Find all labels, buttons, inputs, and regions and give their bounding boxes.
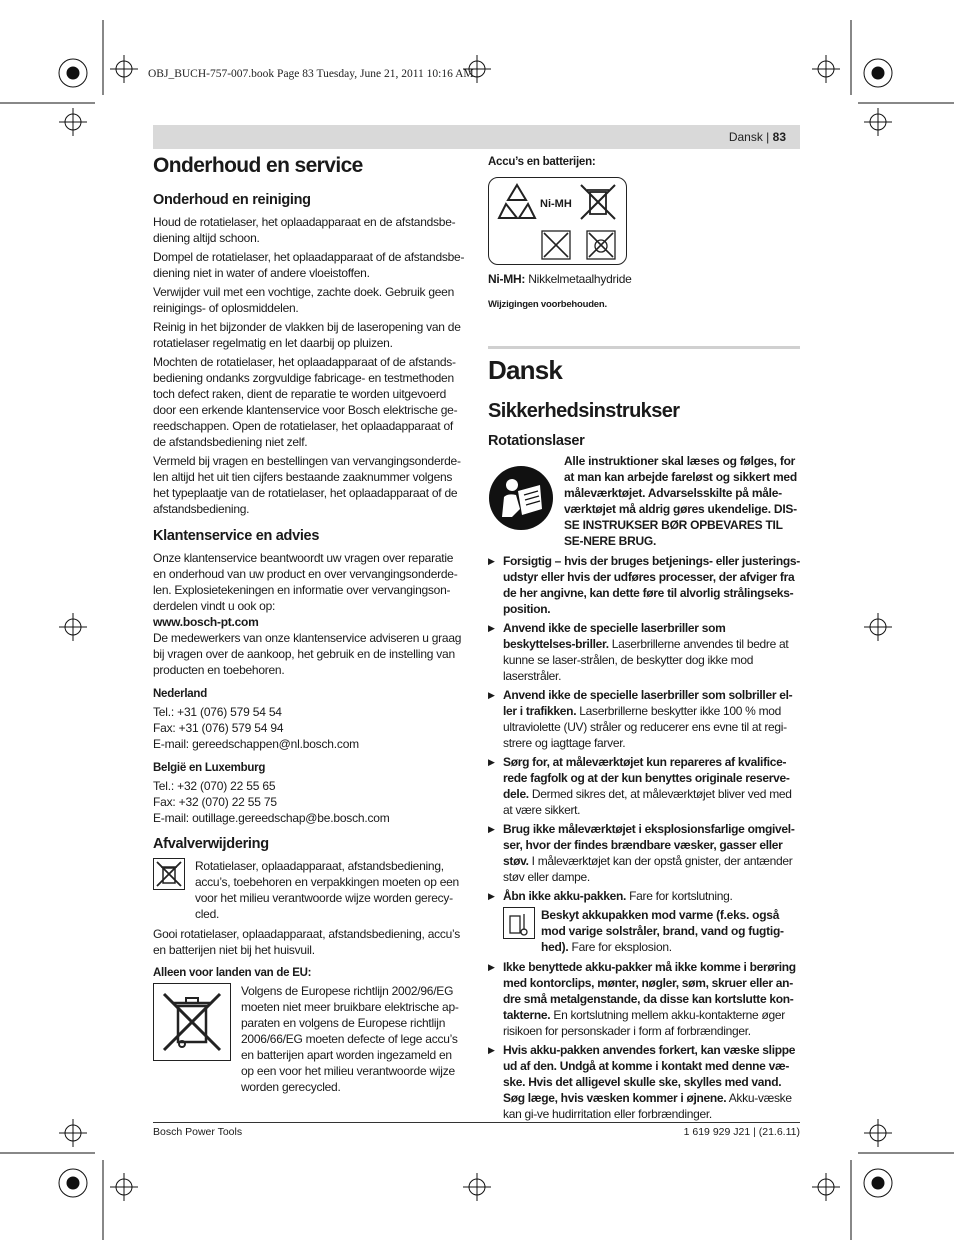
recycling-icon (497, 182, 537, 222)
arrow-icon: ▶ (488, 824, 495, 834)
no-dismantle-icon (541, 230, 571, 260)
footer-brand: Bosch Power Tools (153, 1126, 243, 1138)
recycle-note (153, 858, 466, 922)
arrow-icon: ▶ (488, 690, 495, 700)
phone-belgie: Tel.: +32 (070) 22 55 65 (153, 779, 276, 793)
page-number: 83 (772, 130, 786, 144)
safety-bullet (488, 687, 800, 751)
book-info-line: OBJ_BUCH-757-007.book Page 83 Tuesday, June 21, 2011 10:16 AM (148, 68, 474, 80)
heat-warning-normal: Fare for eksplosion. (568, 940, 672, 954)
paragraph: Onze klantenservice beantwoordt uw vragen over reparatie en onderhoud van uw product en over vervangingsonderde-len. Explosietekeningen en informatie over vervangingson-derdelen vindt u ook op: (153, 551, 458, 613)
nimh-definition-label: Ni-MH: (488, 272, 526, 286)
footer-divider (153, 1122, 800, 1123)
email-belgie: E-mail: outillage.gereedschap@be.bosch.com (153, 811, 390, 825)
bullet-text: En kortslutning mellem akku-kontakterne øger risikoen for personskader i form af forbrændinger. (503, 1008, 785, 1038)
crossed-bin-icon (577, 181, 619, 223)
paragraph: Houd de rotatielaser, het oplaadapparaat en de afstandsbe-diening altijd schoon. (153, 215, 456, 245)
no-fire-icon (586, 230, 616, 260)
heading-onderhoud-reiniging: Onderhoud en reiniging (153, 192, 311, 208)
eu-only-label: Alleen voor landen van de EU: (153, 967, 312, 979)
heat-warning-text (541, 907, 800, 955)
paragraph: Mochten de rotatielaser, het oplaadapparaat of de afstands-bediening ondanks zorgvuldige fabricage- en testmethoden toch defect raken, dient de reparatie te worden uitgevoerd door een erkende klantenservice voor Bosch elektrische ge-reedschappen. Open de rotatielaser, het oplaadapparaat of de afstandsbediening niet zelf. (153, 355, 458, 449)
bullet-text: Akku-væske kan gi-ve hudirritation eller forbrændinger. (503, 1091, 792, 1121)
nimh-definition-text: Nikkelmetaalhydride (525, 272, 632, 286)
heading-klantenservice: Klantenservice en advies (153, 528, 320, 544)
paragraph: Vermeld bij vragen en bestellingen van vervangingsonderde-len altijd het uit tien cijfers bestaande zaaknummer volgens het typeplaatje van de rotatielaser, het oplaadapparaat of de afstandsbediening. (153, 454, 461, 516)
paragraph: Reinig in het bijzonder de vlakken bij de laseropening van de rotatielaser regelmatig en let daarbij op pluizen. (153, 320, 461, 350)
safety-bullet (488, 888, 800, 904)
arrow-icon: ▶ (488, 962, 495, 972)
arrow-icon: ▶ (488, 757, 495, 767)
bullet-bold: Åbn ikke akku-pakken. (503, 889, 627, 903)
arrow-icon: ▶ (488, 891, 495, 901)
bullet-bold: Anvend ikke de specielle laserbriller som beskyttelses-briller. (503, 621, 726, 651)
page-header-bar (153, 125, 800, 149)
paragraph: De medewerkers van onze klantenservice adviseren u graag bij vragen over de aankoop, het gebruik en de instelling van producten en toebehoren. (153, 631, 462, 677)
header-language: Dansk (728, 130, 763, 144)
safety-bullet (488, 620, 800, 684)
safety-bullet (488, 553, 800, 617)
heading-rotationslaser: Rotationslaser (488, 433, 585, 449)
bullet-bold: Hvis akku-pakken anvendes forkert, kan væske slippe ud af den. Undgå at komme i kontakt med denne væ-ske. Hvis det alligevel skulle ske, skylles med vand. Søg læge, hvis væsken kommer i øjnene. (503, 1043, 796, 1105)
arrow-icon: ▶ (488, 623, 495, 633)
bullet-bold: Brug ikke måleværktøjet i eksplosionsfarlige omgivel-ser, hvor der findes brændbare væsker, gasser eller støv. (503, 822, 795, 868)
country-label-nederland: Nederland (153, 688, 207, 700)
bullet-text: Laserbrillerne anvendes til bedre at kunne se laser-strålen, de beskytter dog ikke mod laserstråler. (503, 637, 789, 683)
bullet-text: Fare for kortslutning. (626, 889, 733, 903)
safety-bullet (488, 1042, 800, 1122)
phone-nederland: Tel.: +31 (076) 579 54 54 (153, 705, 282, 719)
safety-bullet (488, 821, 800, 885)
page-header (729, 130, 786, 144)
paragraph: Dompel de rotatielaser, het oplaadapparaat of de afstandsbe-diening niet in water of andere vloeistoffen. (153, 250, 465, 280)
read-manual-warning (488, 453, 800, 549)
heading-afvalverwijdering: Afvalverwijdering (153, 836, 269, 852)
bullet-bold: Ikke benyttede akku-pakker må ikke komme i berøring med kontorclips, mønter, nøgler, søm, skruer eller an-dre små metalgenstande, da disse kan kortslutte kon-takterne. (503, 960, 796, 1022)
left-column (153, 150, 466, 1099)
arrow-icon: ▶ (488, 1045, 495, 1055)
changes-reserved: Wijzigingen voorbehouden. (488, 299, 607, 310)
country-label-belgie: België en Luxemburg (153, 762, 266, 774)
eu-directive-text: Volgens de Europese richtlijn 2002/96/EG moeten niet meer bruikbare elektrische ap-paraten en volgens de Europese richtlijn 2006/66/EG moeten defecte of lege accu’s en batterijen apart worden ingezameld en op een voor het milieu verantwoorde wijze worden gerecycled. (241, 984, 459, 1094)
right-column (488, 150, 800, 1125)
eu-directive-note (153, 983, 466, 1095)
nimh-badge: Ni-MH (540, 198, 572, 210)
batteries-label: Accu’s en batterijen: (488, 156, 596, 168)
fax-belgie: Fax: +32 (070) 22 55 75 (153, 795, 277, 809)
battery-symbols-box (488, 177, 627, 265)
read-manual-icon (488, 465, 554, 531)
bullet-text: Dermed sikres det, at måleværktøjet bliver ved med at være sikkert. (503, 787, 792, 817)
heat-warning (488, 907, 800, 955)
safety-bullet (488, 754, 800, 818)
fax-nederland: Fax: +31 (076) 579 54 94 (153, 721, 284, 735)
arrow-icon: ▶ (488, 556, 495, 566)
heat-warning-bold: Beskyt akkupakken mod varme (f.eks. også mod varige solstråler, brand, vand og fugtig-hed). (541, 908, 784, 954)
email-nederland: E-mail: gereedschappen@nl.bosch.com (153, 737, 359, 751)
footer-doc-number: 1 619 929 J21 | (21.6.11) (683, 1126, 800, 1138)
bullet-bold: Sørg for, at måleværktøjet kun repareres af kvalifice-rede fagfolk og at der kun benyttes originale reserve-dele. (503, 755, 790, 801)
weee-bin-icon (153, 983, 231, 1061)
website-link[interactable]: www.bosch-pt.com (153, 615, 259, 629)
heat-hazard-icon (503, 907, 535, 939)
paragraph: Gooi rotatielaser, oplaadapparaat, afstandsbediening, accu’s en batterijen niet bij het huisvuil. (153, 927, 461, 957)
safety-bullet (488, 959, 800, 1039)
crossed-bin-icon (153, 858, 185, 890)
header-separator: | (762, 130, 773, 144)
bullet-text: I måleværktøjet kan der opstå gnister, der antænder støv eller dampe. (503, 854, 793, 884)
section-divider (488, 346, 800, 349)
bullet-bold: Forsigtig – hvis der bruges betjenings- eller justerings-udstyr eller hvis der udføres processer, der afviger fra de her angivne, kan dette føre til alvorlig strålingseks-position. (503, 554, 800, 616)
bullet-bold: Anvend ikke de specielle laserbriller som solbriller el-ler i trafikken. (503, 688, 793, 718)
bullet-text: Laserbrillerne beskytter ikke 100 % mod ultraviolette (UV) stråler og reducerer ens evne til at regi-strere og iagttage farver. (503, 704, 787, 750)
read-manual-text: Alle instruktioner skal læses og følges, for at man kan arbejde fareløst og sikkert med måleværktøjet. Advarselsskilte på måle-værktøjet må aldrig gøres ukendelige. DIS-SE INSTRUKSER BØR OPBEVARES TIL SE-NERE BRUG. (564, 454, 797, 548)
recycle-text: Rotatielaser, oplaadapparaat, afstandsbediening, accu’s, toebehoren en verpakkingen moeten op een voor het milieu verantwoorde wijze worden gerecy-cled. (195, 859, 459, 921)
nimh-definition (488, 271, 800, 287)
paragraph: Verwijder vuil met een vochtige, zachte doek. Gebruik geen reinigings- of oplosmiddelen. (153, 285, 455, 315)
section-title-onderhoud-service: Onderhoud en service (153, 154, 363, 177)
language-title-dansk: Dansk (488, 355, 563, 385)
section-title-sikkerhed: Sikkerhedsinstrukser (488, 400, 680, 422)
